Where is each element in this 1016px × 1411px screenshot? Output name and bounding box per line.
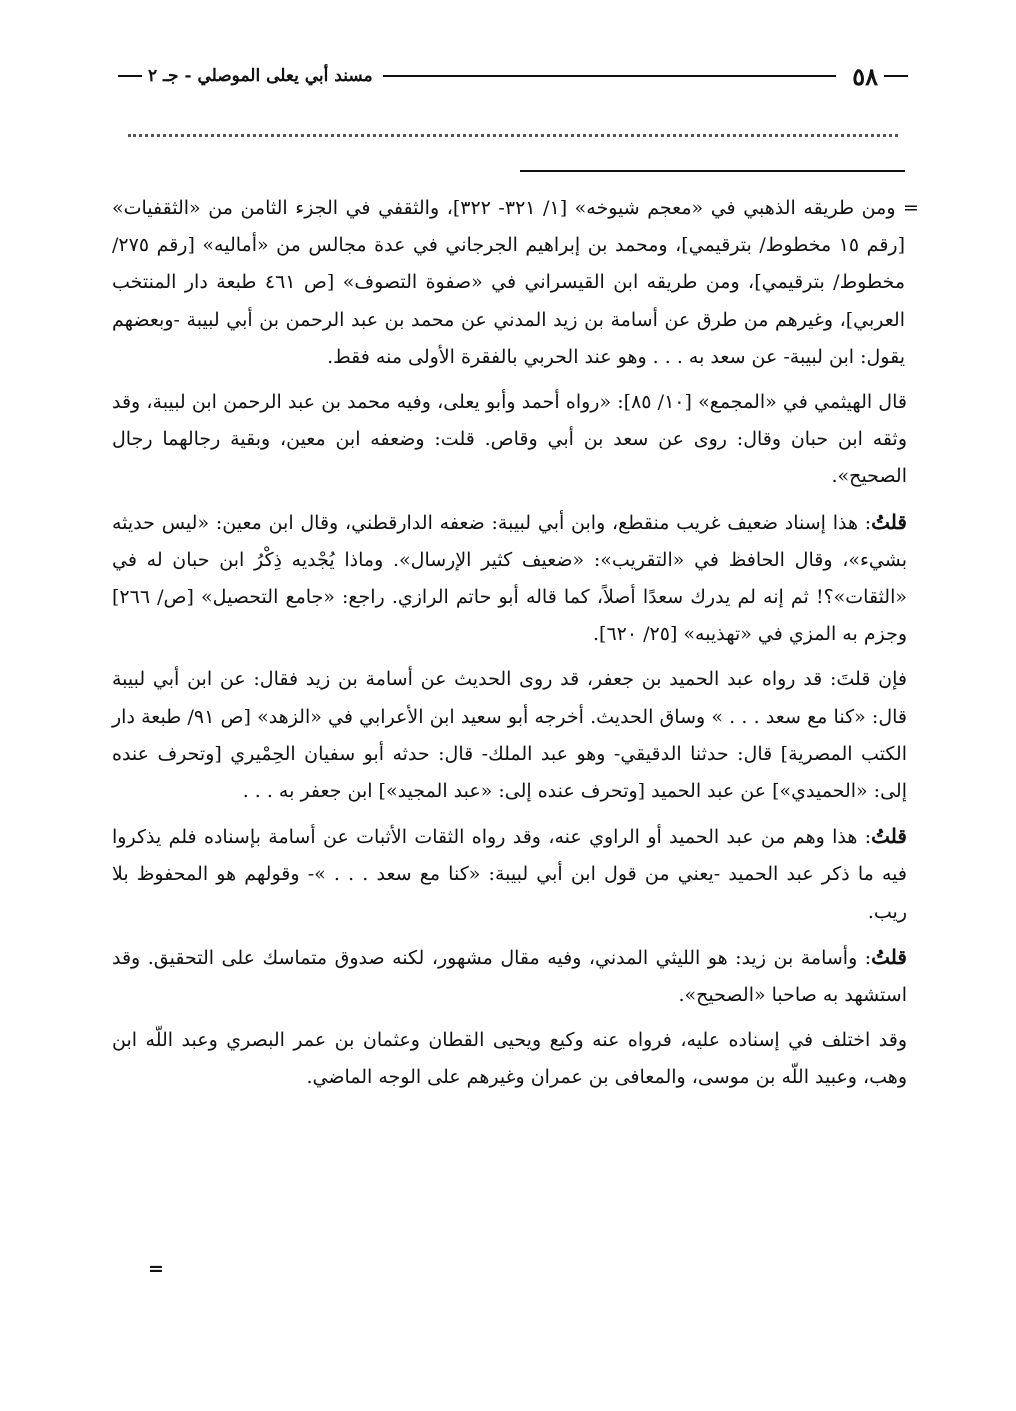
paragraph xyxy=(112,661,907,810)
book-title: مسند أبي يعلى الموصلي - جـ ٢ xyxy=(148,66,373,86)
header-dash-left xyxy=(118,75,142,77)
paragraph-text: = ومن طريقه الذهبي في «معجم شيوخه» [١/ ٣٢١- ٣٢٢]، والثقفي في الجزء الثامن من «الثقفيات» [رقم ١٥ مخطوط/ بترقيمي]، ومحمد بن إبراهيم الجرجاني في عدة مجالس من «أماليه» [رقم ٢٧٥/ مخطوط/ بترقيمي]، ومن طريقه ابن القيسراني في «صفوة التصوف» [ص ٤٦١ طبعة دار المنتخب العربي]، وغيرهم من طرق عن أسامة بن زيد المدني عن محمد بن عبد الرحمن بن أبي لبيبة -وبعضهم يقول: ابن لبيبة- عن سعد به . . . وهو عند الحربي بالفقرة الأولى منه فقط. xyxy=(112,197,919,368)
paragraph-text: قال الهيثمي في «المجمع» [١٠/ ٨٥]: «رواه أحمد وأبو يعلى، وفيه محمد بن عبد الرحمن ابن لبيبة، وقد وثقه ابن حبان وقال: روى عن سعد بن أبي وقاص. قلت: وضعفه ابن معين، وبقية رجالهما رجال الصحيح». xyxy=(112,391,907,488)
paragraph-text: وقد اختلف في إسناده عليه، فرواه عنه وكيع ويحيى القطان وعثمان بن عمر البصري وعبد اللّه ابن وهب، وعبيد اللّه بن موسى، والمعافى بن عمران وغيرهم على الوجه الماضي. xyxy=(112,1029,907,1089)
paragraph-text: : وأسامة بن زيد: هو الليثي المدني، وفيه مقال مشهور، لكنه صدوق متماسك على التحقيق. وقد استشهد به صاحبا «الصحيح». xyxy=(112,946,907,1007)
paragraph-lead: قلتُ xyxy=(871,944,907,969)
paragraph-text: فإن قلتَ: قد رواه عبد الحميد بن جعفر، قد روى الحديث عن أسامة بن زيد فقال: عن ابن أبي لبيبة قال: «كنا مع سعد . . . » وساق الحديث. أخرجه أبو سعيد ابن الأعرابي في «الزهد» [ص ٩١/ طبعة دار الكتب المصرية] قال: حدثنا الدقيقي- وهو عبد الملك- قال: حدثه أبو سفيان الحِمْيري [وتحرف عنده إلى: «الحميدي»] عن عبد الحميد [وتحرف عنده إلى: «عبد المجيد»] ابن جعفر به . . . xyxy=(112,668,907,803)
paragraph xyxy=(112,190,919,376)
paragraph xyxy=(112,504,907,654)
paragraph xyxy=(112,1022,907,1096)
dotted-separator xyxy=(128,134,898,137)
paragraph-text: : هذا وهم من عبد الحميد أو الراوي عنه، وقد رواه الثقات الأثبات عن أسامة بإسناده فلم يذكروا فيه ما ذكر عبد الحميد -يعني من قول ابن أبي لبيبة: «كنا مع سعد . . . »- وقولهم هو المحفوظ بلا ريب. xyxy=(112,826,907,923)
paragraph xyxy=(112,939,907,1014)
page-number: ٥٨ xyxy=(852,61,878,91)
paragraph-lead: قلتُ xyxy=(871,824,907,849)
footnote-body xyxy=(112,190,919,1105)
paragraph-text: : هذا إسناد ضعيف غريب منقطع، وابن أبي لبيبة: ضعفه الدارقطني، وقال ابن معين: «ليس حديثه بشيء»، وقال الحافظ في «التقريب»: «ضعيف كثير الإرسال». وماذا يُجْديه ذِكْرُ ابن حبان له في «الثقات»؟! ثم إنه لم يدرك سعدًا أصلاً، كما قاله أبو حاتم الرازي. راجع: «جامع التحصيل» [ص/ ٢٦٦] وجزم به المزي في «تهذيبه» [٢٥/ ٦٢٠]. xyxy=(112,511,907,646)
paragraph xyxy=(112,384,907,496)
header-dash-right xyxy=(884,75,908,77)
continuation-mark: = xyxy=(148,1258,164,1280)
running-header xyxy=(118,58,908,94)
paragraph xyxy=(112,818,907,931)
footnote-rule xyxy=(520,170,905,172)
paragraph-lead: قلتُ xyxy=(871,509,907,534)
header-rule xyxy=(383,75,837,77)
